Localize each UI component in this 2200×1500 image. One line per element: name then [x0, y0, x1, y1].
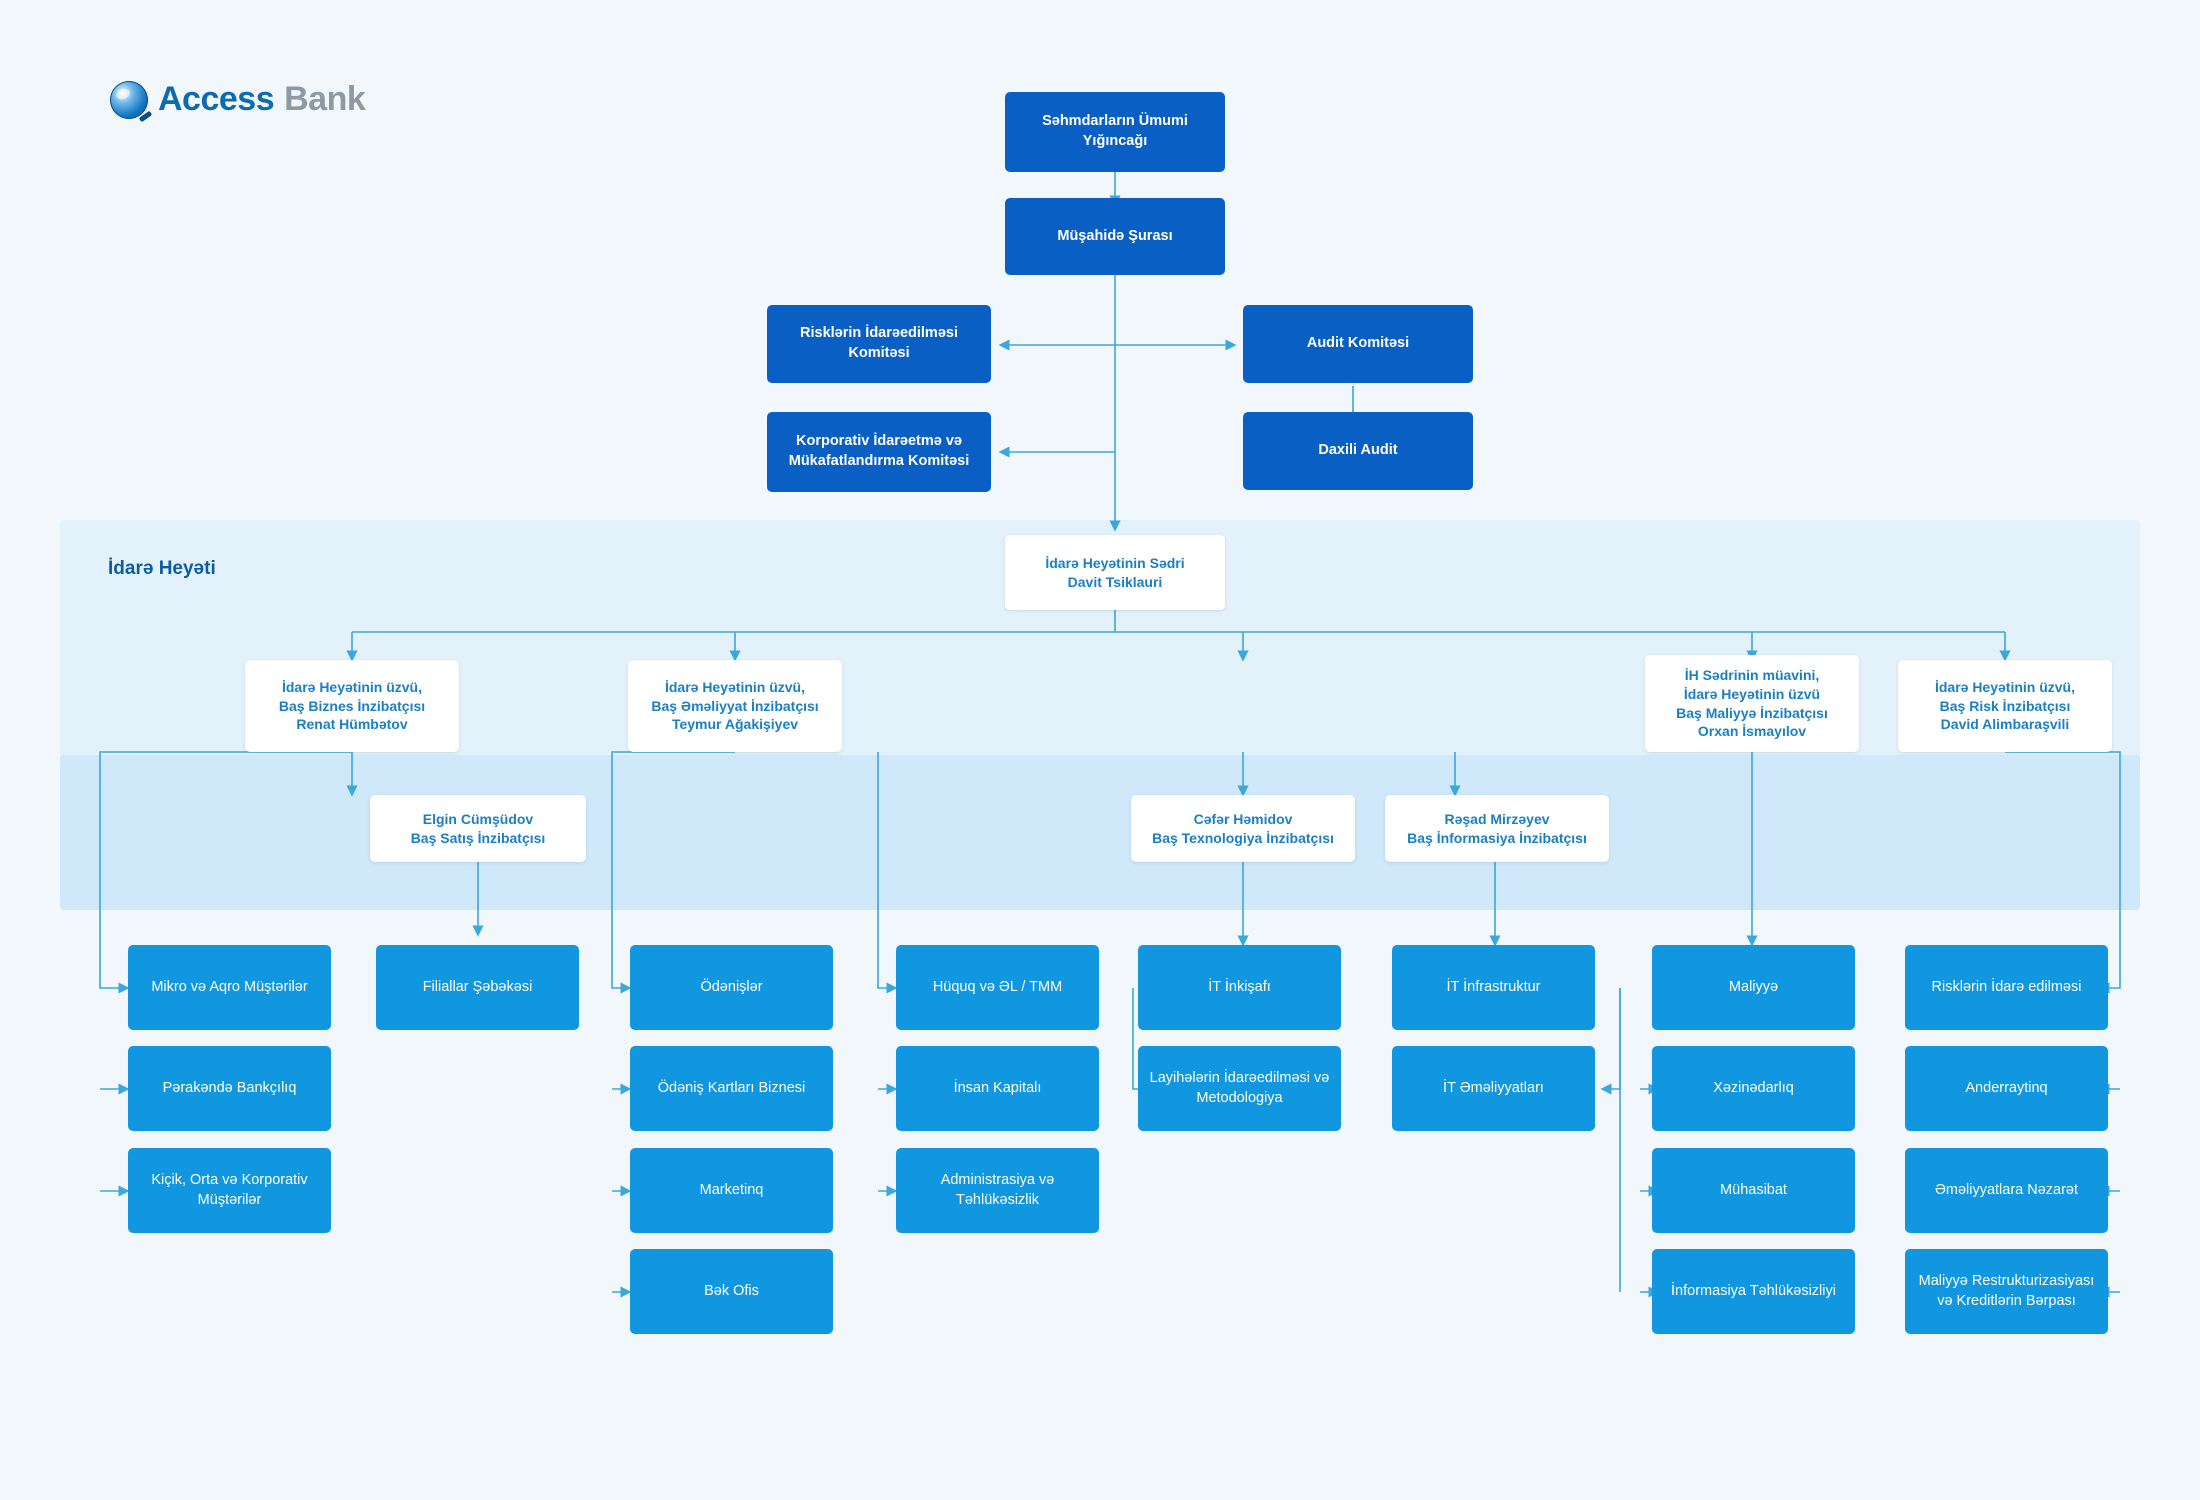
node-finance[interactable] — [1652, 945, 1855, 1030]
node-chief-financial-officer[interactable] — [1645, 655, 1859, 752]
node-payments[interactable] — [630, 945, 833, 1030]
cro-line1: İdarə Heyətinin üzvü, — [1934, 678, 2076, 695]
node-project-management-methodology[interactable] — [1138, 1046, 1341, 1131]
node-label: Səhmdarların Ümumi Yığıncağı — [1042, 113, 1188, 149]
node-label: İnformasiya Təhlükəsizliyi — [1671, 1282, 1836, 1299]
node-shareholders[interactable] — [1005, 92, 1225, 172]
cfo-name: Orxan İsmayılov — [1697, 723, 1807, 740]
cro-name: David Alimbaraşvili — [1940, 716, 2070, 733]
node-risk-committee[interactable] — [767, 305, 991, 383]
node-label: Ödəniş Kartları Biznesi — [657, 1079, 806, 1096]
node-administration-security[interactable] — [896, 1148, 1099, 1233]
node-marketing[interactable] — [630, 1148, 833, 1233]
node-sme-corporate-customers[interactable] — [128, 1148, 331, 1233]
node-label: Filiallar Şəbəkəsi — [422, 978, 533, 995]
node-label: Xəzinədarlıq — [1713, 1079, 1794, 1096]
globe-icon — [110, 81, 148, 119]
cbo-line2: Baş Biznes İnzibatçısı — [278, 697, 426, 714]
node-card-business[interactable] — [630, 1046, 833, 1131]
node-risk-management[interactable] — [1905, 945, 2108, 1030]
node-label: Kiçik, Orta və Korporativ Müştərilər — [151, 1171, 308, 1208]
coo-line2: Baş Əməliyyat İnzibatçısı — [651, 697, 819, 714]
cto-name: Cəfər Həmidov — [1193, 810, 1293, 827]
node-label: Əməliyyatlara Nəzarət — [1934, 1181, 2079, 1198]
node-it-operations[interactable] — [1392, 1046, 1595, 1131]
cio-name: Rəşad Mirzəyev — [1444, 810, 1550, 827]
node-financial-restructuring[interactable] — [1905, 1249, 2108, 1334]
node-label: Mühasibat — [1720, 1181, 1787, 1198]
cfo-line3: Baş Maliyyə İnzibatçısı — [1676, 704, 1828, 721]
brand-logo — [110, 80, 365, 119]
node-label: Marketinq — [699, 1181, 764, 1198]
node-label: İT İnkişafı — [1208, 978, 1271, 995]
node-label: Ödənişlər — [700, 978, 763, 995]
coo-name: Teymur Ağakişiyev — [671, 716, 799, 733]
band-title: İdarə Heyəti — [108, 558, 216, 579]
node-label: Anderraytinq — [1965, 1079, 2048, 1096]
cio-title: Baş İnformasiya İnzibatçısı — [1407, 829, 1587, 846]
node-label: Pərakəndə Bankçılıq — [162, 1079, 297, 1096]
node-chief-information-officer[interactable] — [1385, 795, 1609, 862]
node-label: Müşahidə Şurası — [1057, 227, 1173, 244]
node-label: İT İnfrastruktur — [1446, 978, 1541, 995]
node-legal[interactable] — [896, 945, 1099, 1030]
node-label: İnsan Kapitalı — [953, 1079, 1042, 1096]
node-it-infrastructure[interactable] — [1392, 945, 1595, 1030]
node-branch-network[interactable] — [376, 945, 579, 1030]
node-label: Hüquq və ƏL / TMM — [932, 978, 1063, 995]
cto-title: Baş Texnologiya İnzibatçısı — [1152, 829, 1334, 846]
cso-title: Baş Satış İnzibatçısı — [410, 829, 546, 846]
node-operations-control[interactable] — [1905, 1148, 2108, 1233]
node-corporate-governance-committee[interactable] — [767, 412, 991, 492]
node-chief-risk-officer[interactable] — [1898, 660, 2112, 752]
node-information-security[interactable] — [1652, 1249, 1855, 1334]
logo-word-bank: Bank — [284, 80, 366, 118]
node-label: Daxili Audit — [1318, 442, 1398, 459]
node-label: Maliyyə Restrukturizasiyası və Kreditlərin Bərpası — [1918, 1272, 2095, 1309]
chairman-name: Davit Tsiklauri — [1067, 573, 1163, 590]
node-label: Mikro və Aqro Müştərilər — [151, 978, 308, 995]
node-internal-audit[interactable] — [1243, 412, 1473, 490]
node-retail-banking[interactable] — [128, 1046, 331, 1131]
node-chief-operations-officer[interactable] — [628, 660, 842, 752]
node-label: Bək Ofis — [704, 1282, 759, 1299]
node-underwriting[interactable] — [1905, 1046, 2108, 1131]
node-human-capital[interactable] — [896, 1046, 1099, 1131]
cro-line2: Baş Risk İnzibatçısı — [1939, 697, 2071, 714]
node-label: Layihələrin İdarəedilməsi və Metodologiya — [1149, 1069, 1330, 1106]
node-accounting[interactable] — [1652, 1148, 1855, 1233]
coo-line1: İdarə Heyətinin üzvü, — [664, 678, 806, 695]
cfo-line2: İdarə Heyətinin üzvü — [1683, 685, 1821, 702]
node-chief-technology-officer[interactable] — [1131, 795, 1355, 862]
node-label: İT Əməliyyatları — [1443, 1079, 1544, 1096]
node-chairman[interactable] — [1005, 535, 1225, 610]
cfo-line1: İH Sədrinin müavini, — [1684, 666, 1820, 683]
cbo-name: Renat Hümbətov — [296, 716, 408, 733]
node-label: Maliyyə — [1728, 978, 1779, 995]
node-chief-business-officer[interactable] — [245, 660, 459, 752]
node-treasury[interactable] — [1652, 1046, 1855, 1131]
node-label: Risklərin İdarə edilməsi — [1931, 978, 2082, 995]
cbo-line1: İdarə Heyətinin üzvü, — [281, 678, 423, 695]
node-label: Administrasiya və Təhlükəsizlik — [940, 1171, 1055, 1208]
logo-word-access: Access — [158, 80, 275, 118]
cso-name: Elgin Cümşüdov — [422, 810, 534, 827]
node-label: Korporativ İdarəetmə və Mükafatlandırma Komitəsi — [788, 433, 970, 469]
node-label: Risklərin İdarəedilməsi Komitəsi — [800, 325, 958, 361]
node-audit-committee[interactable] — [1243, 305, 1473, 383]
node-chief-sales-officer[interactable] — [370, 795, 586, 862]
node-it-development[interactable] — [1138, 945, 1341, 1030]
node-micro-agro-customers[interactable] — [128, 945, 331, 1030]
node-label: Audit Komitəsi — [1306, 335, 1410, 352]
node-supervisory-board[interactable] — [1005, 198, 1225, 275]
chairman-title: İdarə Heyətinin Sədri — [1045, 554, 1185, 571]
node-back-office[interactable] — [630, 1249, 833, 1334]
